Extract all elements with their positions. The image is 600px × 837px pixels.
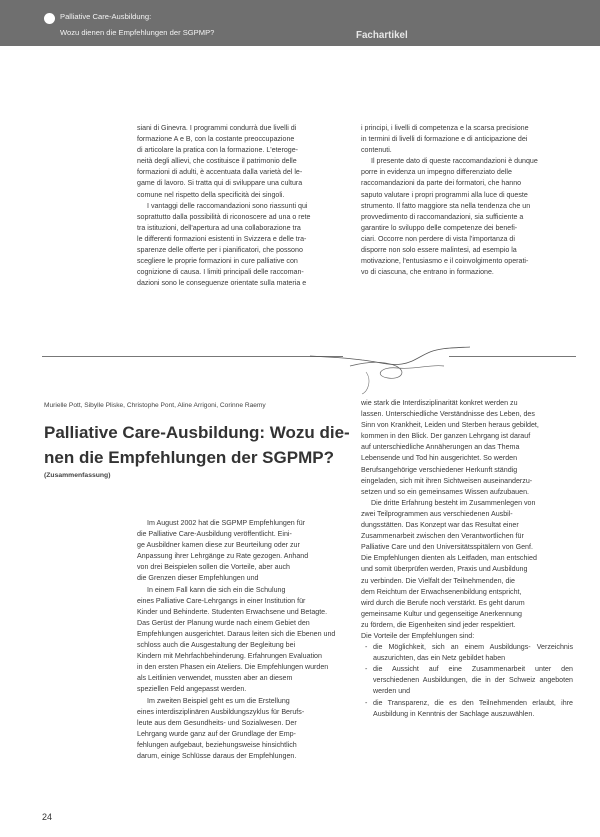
text-line: von drei Beispielen sollen die Vorteile, aber auch (137, 563, 291, 572)
text-line: auf unterschiedliche Annäherungen an das Thema (361, 443, 520, 452)
section-label: Fachartikel (356, 30, 408, 41)
list-item: - die Aussicht auf eine Zusammenarbeit unter den verschiedenen Ausbildungen, die in der Schweiz angeboten werden und (373, 664, 573, 697)
article-body-right-column (361, 398, 573, 720)
text-line: Die dritte Erfahrung besteht im Zusammenlegen von (371, 498, 536, 507)
advantages-list (361, 642, 573, 720)
text-line: neità degli allievi, che costituisce il patrimonio delle (137, 157, 297, 166)
text-line: ge Ausbildner kamen diese zur Beurteilung oder zur (137, 541, 300, 550)
text-line: game di lavoro. Si tratta qui di sviluppare una cultura (137, 179, 303, 188)
text-line: fehlungen aufgebaut, beziehungsweise hinsichtlich (137, 740, 297, 749)
italian-text-right-column (361, 123, 572, 278)
text-line: Zusammenarbeit zwischen den Verantwortlichen für (361, 532, 524, 541)
header-topic-line1: Palliative Care-Ausbildung: (60, 12, 152, 21)
text-line: zwei Teilprogrammen aus verschiedenen Ausbil- (361, 509, 513, 518)
text-line: die Palliative Care-Ausbildung veröffentlicht. Eini- (137, 530, 292, 539)
text-line: raccomandazioni da parte dei formatori, che hanno (361, 179, 522, 188)
text-line: leute aus dem Gesundheits- und Sozialwesen. Der (137, 718, 297, 727)
text-line: scegliere le proprie formazioni in cure palliative con (137, 257, 298, 266)
article-authors: Murielle Pott, Sibylle Pliske, Christophe Pont, Aline Arrigoni, Corinne Raemy (44, 402, 266, 409)
text-line: contenuti. (361, 146, 392, 155)
section-divider (42, 356, 576, 357)
article-title-line2: nen die Empfehlungen der SGPMP? (44, 448, 334, 467)
text-line: Empfehlungen ausgerichtet. Daraus leiten sich die Ebenen und (137, 629, 336, 638)
text-line: Kindern mit Mehrfachbehinderung. Erfahrungen Evaluation (137, 652, 322, 661)
text-line: Berufsangehörige verschiedener Herkunft ständig (361, 465, 518, 474)
text-line: Sinn von Krankheit, Leiden und Sterben heraus gebildet, (361, 421, 539, 430)
text-line: Lebensende und Tod hin ausgerichtet. So werden (361, 454, 518, 463)
text-line: eingeladen, sich mit ihren Sichtweisen auseinanderzu- (361, 476, 533, 485)
text-line: provvedimento di raccomandazioni, sia sufficiente a (361, 212, 524, 221)
text-line: tra istituzioni, dell'apertura ad una collaborazione tra (137, 223, 301, 232)
text-line: sparenze delle offerte per i pianificatori, che possono (137, 246, 303, 255)
header-band (0, 0, 600, 46)
article-title-line1: Palliative Care-Ausbildung: Wozu die- (44, 423, 350, 442)
text-line: zu fördern, die Eigenheiten sind jeder respektiert. (361, 620, 516, 629)
text-line: setzen und so ein gemeinsames Wissen aufzubauen. (361, 487, 529, 496)
text-line: speziellen Feld angepasst werden. (137, 685, 247, 694)
text-line: dazioni sono le conseguenze orientate sulla materia e (137, 279, 307, 288)
text-line: und somit überprüfen werden, Praxis und Ausbildung (361, 565, 528, 574)
text-line: cognizione di causa. I limiti principali delle raccoman- (137, 268, 304, 277)
text-line: zu verbinden. Die Vielfalt der Teilnehmenden, die (361, 576, 515, 585)
text-line: eines interdisziplinären Ausbildungszyklus für Berufs- (137, 707, 305, 716)
text-line: darum, einige Schlüsse daraus der Empfehlungen. (137, 751, 297, 760)
text-line: formazioni di adulti, è accentuata dalla varietà del le- (137, 168, 303, 177)
text-line: schloss auch die Ausgestaltung der Begleitung bei (137, 641, 296, 650)
text-line: comune nel rispetto della specificità dei singoli. (137, 190, 285, 199)
italian-text-left-column (137, 123, 347, 289)
page-header (0, 0, 600, 46)
text-line: eines Palliative Care-Lehrgangs in einer Institution für (137, 596, 306, 605)
article-body-left-column (137, 518, 349, 762)
text-line: formazione A e B, con la costante preoccupazione (137, 135, 295, 144)
text-line: dem Reichtum der Erwachsenenbildung entspricht, (361, 587, 522, 596)
bullet-dot-icon (44, 13, 55, 24)
article-subtitle: (Zusammenfassung) (44, 472, 111, 479)
text-line: I vantaggi delle raccomandazioni sono riassunti qui (147, 201, 308, 210)
text-line: in termini di livelli di formazione e di anticipazione dei (361, 135, 528, 144)
text-line: die Grenzen dieser Empfehlungen und (137, 574, 259, 583)
text-line: soprattutto dalla possibilità di riconoscere ad una o rete (137, 212, 311, 221)
list-item: - die Möglichkeit, sich an einem Ausbildungs- Verzeichnis auszurichten, das ein Netz gebildet haben (373, 642, 573, 664)
text-line: Im zweiten Beispiel geht es um die Erstellung (147, 696, 290, 705)
text-line: In einem Fall kann die sich ein die Schulung (147, 585, 286, 594)
text-line: Im August 2002 hat die SGPMP Empfehlungen für (147, 519, 305, 527)
text-line: disporre non solo essere malintesi, ad esempio la (361, 246, 517, 255)
text-line: ciari. Occorre non perdere di vista l'importanza di (361, 234, 515, 243)
text-line: saputo valutare i propri programmi alla luce di queste (361, 190, 528, 199)
text-line: wird durch die Berufe noch verstärkt. Es geht darum (361, 598, 525, 607)
text-line: Il presente dato di queste raccomandazioni è dunque (371, 157, 538, 166)
text-line: Anpassung ihrer Lehrgänge zu Rate gezogen. Anhand (137, 552, 309, 561)
text-line: Das Gerüst der Planung wurde nach einem Gebiet den (137, 618, 310, 627)
header-topic-line2: Wozu dienen die Empfehlungen der SGPMP? (60, 28, 215, 37)
decorative-scribble-icon (310, 336, 470, 396)
text-line: wie stark die Interdisziplinarität konkret werden zu (361, 399, 518, 407)
text-line: le differenti formazioni esistenti in Svizzera e delle tra- (137, 234, 307, 243)
text-line: vo di ciascuna, che entrano in formazione. (361, 268, 494, 277)
text-line: Die Empfehlungen dienten als Leitfaden, man entschied (361, 554, 537, 563)
text-line: porre in evidenza un impegno differenziato delle (361, 168, 512, 177)
page-number: 24 (42, 812, 53, 822)
text-line: Lehrgang wurde ganz auf der Grundlage der Emp- (137, 729, 296, 738)
text-line: siani di Ginevra. I programmi condurrà due livelli di (137, 124, 297, 132)
text-line: Palliative Care und den Universitätsspitälern von Genf. (361, 543, 533, 552)
list-item: - die Transparenz, die es den Teilnehmenden erlaubt, ihre Ausbildung in Kenntnis der Sachlage auszuwählen. (373, 698, 573, 720)
text-line: lassen. Unterschiedliche Verständnisse des Leben, des (361, 410, 535, 419)
text-line: motivazione, l'entusiasmo e il coinvolgimento operati- (361, 257, 529, 266)
text-line: Die Vorteile der Empfehlungen sind: (361, 631, 475, 640)
text-line: di articolare la pratica con la formazione. L'eteroge- (137, 146, 299, 155)
article-title (44, 420, 354, 470)
text-line: kommen in den Blick. Der ganzen Lehrgang ist darauf (361, 432, 531, 441)
text-line: i principi, i livelli di competenza e la scarsa precisione (361, 124, 529, 132)
text-line: Kinder und Behinderte. Studenten Erwachsene und Betagte. (137, 607, 328, 616)
text-line: strumento. Il fatto maggiore sta nella tendenza che un (361, 201, 531, 210)
text-line: in den ersten Phasen ein Ateliers. Die Empfehlungen wurden (137, 663, 329, 672)
text-line: als Leitlinien verwendet, mussten aber an diesem (137, 674, 293, 683)
text-line: dungsstätten. Das Konzept war das Resultat einer (361, 521, 519, 530)
text-line: gemeinsame Kultur und gegenseitige Anerkennung (361, 609, 522, 618)
text-line: garantire lo sviluppo delle competenze dei benefi- (361, 223, 518, 232)
